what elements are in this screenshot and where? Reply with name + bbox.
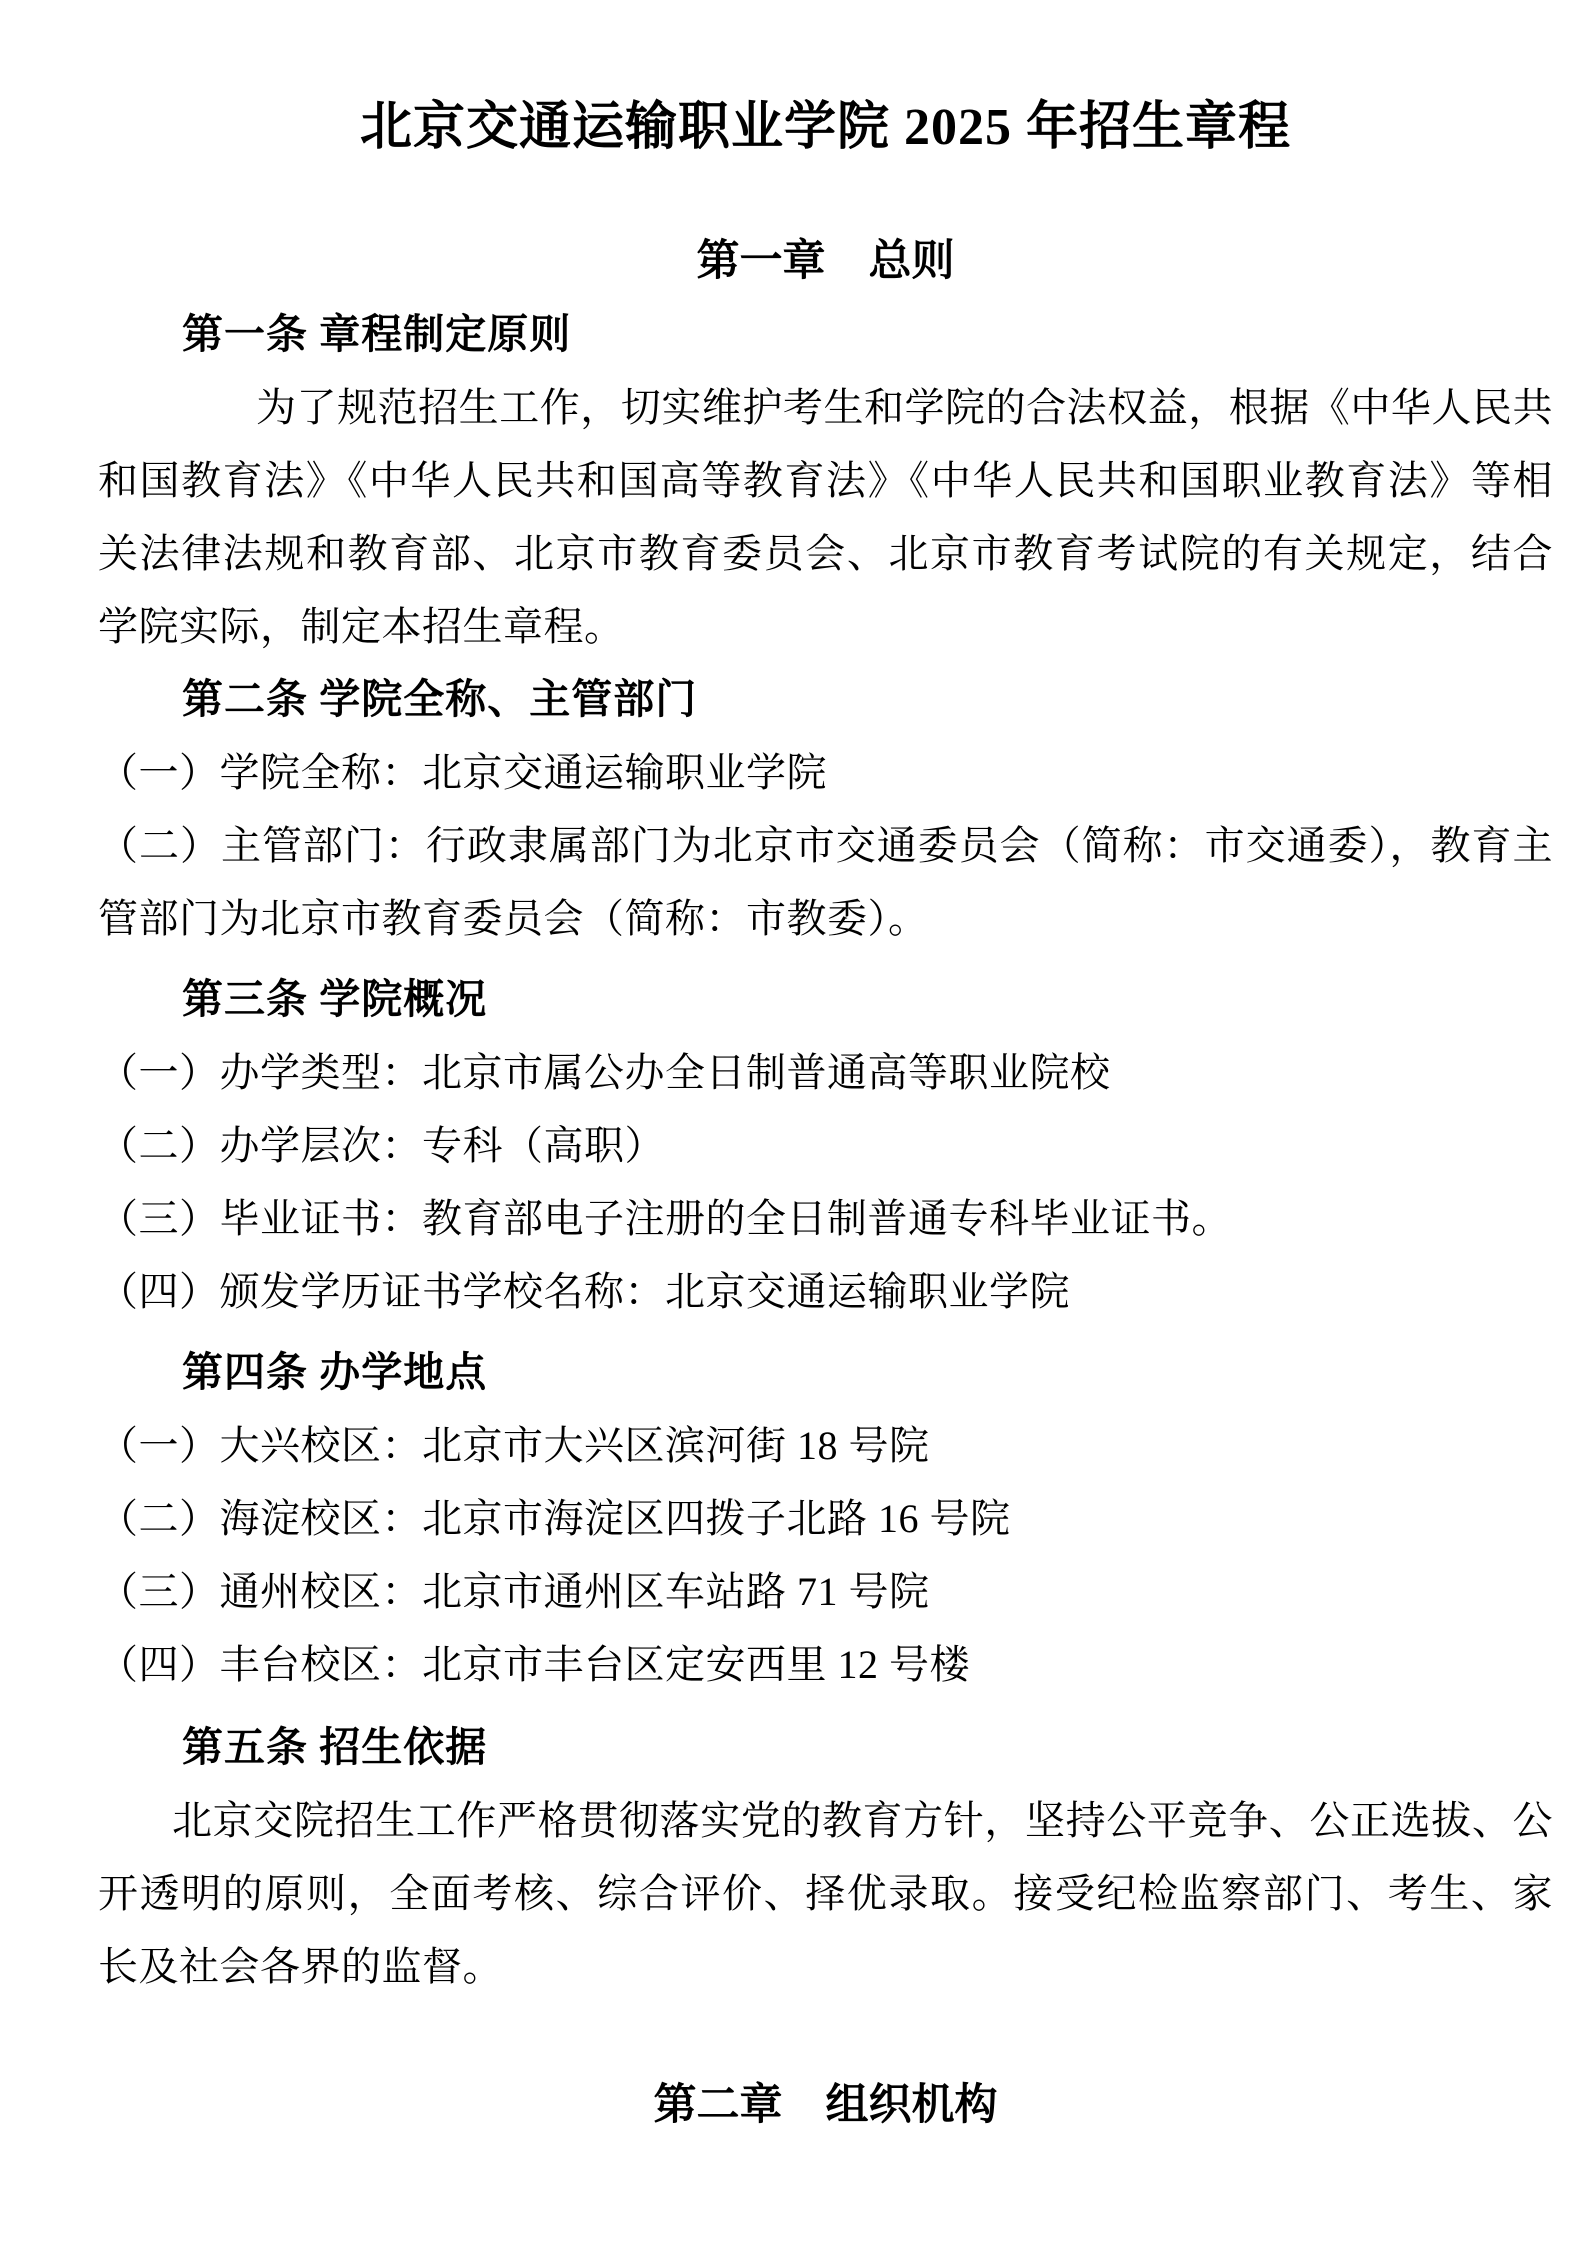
- article-4-item-4: （四）丰台校区：北京市丰台区定安西里 12 号楼: [98, 1642, 970, 1687]
- article-2-item-2: （二）主管部门：行政隶属部门为北京市交通委员会（简称：市交通委），教育主管部门为北京市教育委员会（简称：市教委）。: [98, 823, 1553, 941]
- article-2-heading: 第二条 学院全称、主管部门: [182, 676, 698, 722]
- doc-title: 北京交通运输职业学院 2025 年招生章程: [359, 99, 1291, 156]
- article-5-paragraph: 北京交院招生工作严格贯彻落实党的教育方针，坚持公平竞争、公正选拔、公开透明的原则，全面考核、综合评价、择优录取。接受纪检监察部门、考生、家长及社会各界的监督。: [98, 1798, 1553, 1989]
- article-1-paragraph: 为了规范招生工作，切实维护考生和学院的合法权益，根据《中华人民共和国教育法》《中华人民共和国高等教育法》《中华人民共和国职业教育法》等相关法律法规和教育部、北京市教育委员会、北京市教育考试院的有关规定，结合学院实际，制定本招生章程。: [98, 385, 1553, 649]
- article-3-heading: 第三条 学院概况: [182, 976, 488, 1022]
- article-2-item-1: （一）学院全称：北京交通运输职业学院: [98, 750, 827, 795]
- article-3-item-2: （二）办学层次：专科（高职）: [98, 1123, 665, 1168]
- chapter-2-heading: 第二章 组织机构: [653, 2082, 998, 2129]
- article-4-item-3: （三）通州校区：北京市通州区车站路 71 号院: [98, 1569, 930, 1614]
- article-1-heading: 第一条 章程制定原则: [182, 311, 572, 357]
- article-5-heading: 第五条 招生依据: [182, 1724, 488, 1770]
- article-4-item-2: （二）海淀校区：北京市海淀区四拨子北路 16 号院: [98, 1496, 1011, 1541]
- article-3-item-1: （一）办学类型：北京市属公办全日制普通高等职业院校: [98, 1050, 1111, 1095]
- article-4-heading: 第四条 办学地点: [182, 1349, 488, 1395]
- article-3-item-4: （四）颁发学历证书学校名称：北京交通运输职业学院: [98, 1269, 1070, 1314]
- article-4-item-1: （一）大兴校区：北京市大兴区滨河街 18 号院: [98, 1423, 930, 1468]
- article-3-item-3: （三）毕业证书：教育部电子注册的全日制普通专科毕业证书。: [98, 1196, 1232, 1241]
- chapter-1-heading: 第一章 总则: [696, 238, 955, 285]
